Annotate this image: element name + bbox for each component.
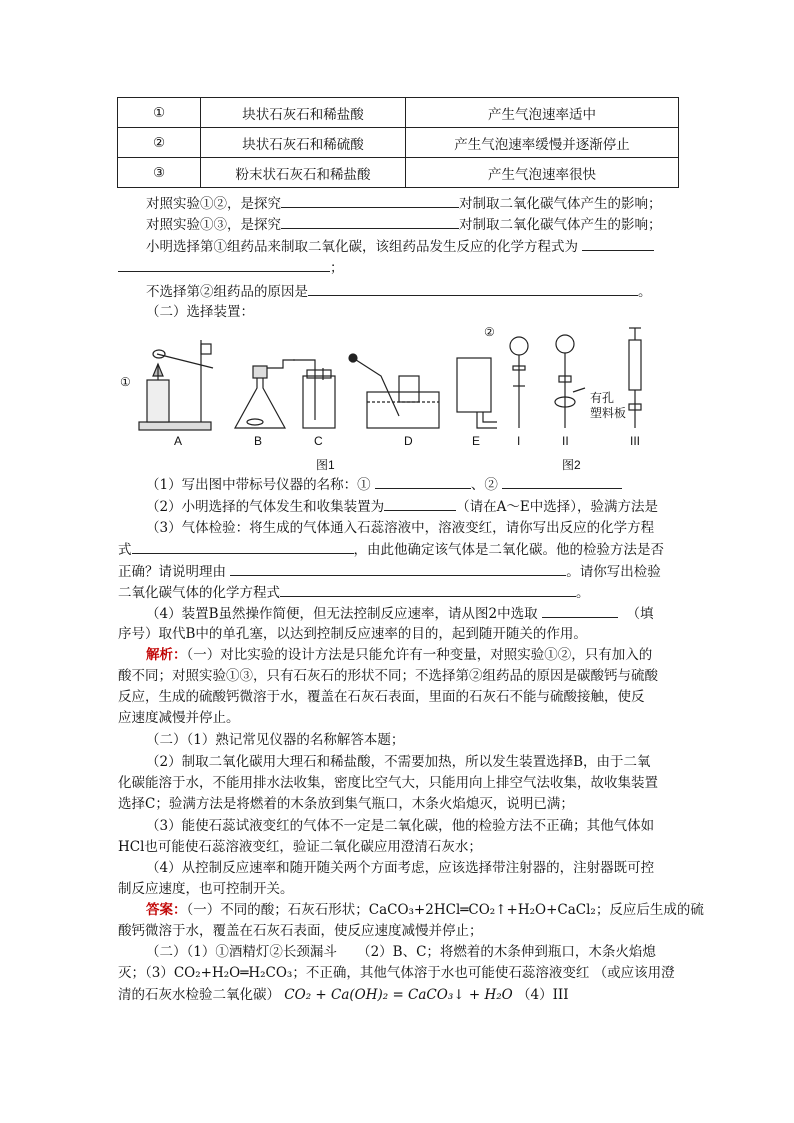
question-line (146, 281, 652, 302)
analysis-line: HCl也可能使石蕊溶液变红，验证二氧化碳应用澄清石灰水； (118, 839, 482, 855)
question-text: 、② (470, 477, 498, 493)
answer-line: 灭；（3）CO₂+H₂O═H₂CO₃；不正确，其他气体溶于水也可能使石蕊溶液变红 （或应该用澄 (118, 965, 675, 981)
question-text: （2）小明选择的气体发生和收集装置为 (146, 499, 385, 515)
analysis-text: （一）对比实验的设计方法是只能允许有一种变量，对照实验①②，只有加入的 (186, 647, 653, 663)
answer-blank[interactable] (281, 214, 459, 229)
analysis-line: 酸不同；对照实验①③，只有石灰石的形状不同；不选择第②组药品的原因是碳酸钙与硫酸 (118, 668, 658, 684)
question-line (146, 496, 658, 517)
answer-blank[interactable] (118, 257, 330, 272)
row-number: ② (118, 128, 201, 158)
answer-blank[interactable] (542, 603, 618, 618)
question-line (146, 236, 654, 257)
reagent-cell: 粉末状石灰石和稀盐酸 (201, 158, 406, 188)
mark-1-label: ① (120, 375, 131, 389)
answer-text: 清的石灰水检验二氧化碳） (118, 987, 280, 1003)
apparatus-c (293, 360, 335, 428)
mark-2-label: ② (484, 325, 495, 339)
answer-blank[interactable] (384, 496, 456, 511)
question-text: （1）写出图中带标号仪器的名称：① (146, 477, 371, 493)
answer-blank[interactable] (281, 193, 459, 208)
apparatus-iii (629, 328, 641, 428)
apparatus-a (139, 340, 213, 430)
answer-blank[interactable] (582, 236, 654, 251)
plate-label: 有孔 (590, 391, 615, 405)
question-text: 不选择第②组药品的原因是 (146, 284, 308, 300)
question-text: 二氧化碳气体的化学方程式 (118, 585, 280, 601)
analysis-line: 选择C；验满方法是将燃着的木条放到集气瓶口，木条火焰熄灭，说明已满； (118, 796, 574, 812)
apparatus-label: C (314, 434, 323, 448)
table-row (118, 128, 679, 158)
question-text: 对制取二氧化碳气体产生的影响； (459, 217, 662, 233)
question-text: 。 (576, 585, 590, 601)
result-cell: 产生气泡速率适中 (406, 98, 679, 128)
question-line (118, 539, 664, 560)
apparatus-label: A (174, 434, 183, 448)
analysis-line: （4）从控制反应速率和随开随关两个方面考虑，应该选择带注射器的，注射器既可控 (146, 860, 655, 876)
apparatus-label: E (472, 434, 481, 448)
question-line: （3）气体检验：将生成的气体通入石蕊溶液中，溶液变红，请你写出反应的化学方程 (146, 520, 655, 536)
answer-blank[interactable] (280, 582, 576, 597)
result-cell: 产生气泡速率很快 (406, 158, 679, 188)
figure-caption: 图1 (316, 458, 335, 472)
apparatus-label: D (404, 434, 413, 448)
answer-blank[interactable] (375, 474, 471, 489)
experiment-table (117, 97, 679, 188)
question-line (118, 561, 661, 582)
answer-formula: CO₂ + Ca(OH)₂ = CaCO₃↓ + H₂O (284, 987, 513, 1003)
table-row (118, 98, 679, 128)
question-line (146, 603, 654, 624)
question-line (118, 582, 590, 603)
answer-line: （二）（1）①酒精灯②长颈漏斗 （2）B、C；将燃着的木条伸到瓶口，木条火焰熄 (146, 944, 656, 960)
analysis-line: （3）能使石蕊试液变红的气体不一定是二氧化碳，他的检验方法不正确；其他气体如 (146, 818, 655, 834)
answer-label: 答案： (146, 902, 187, 918)
apparatus-b (235, 360, 295, 428)
table-row (118, 158, 679, 188)
reagent-cell: 块状石灰石和稀硫酸 (201, 128, 406, 158)
question-text: 小明选择第①组药品来制取二氧化碳，该组药品发生反应的化学方程式为 (146, 239, 578, 255)
result-cell: 产生气泡速率缓慢并逐渐停止 (406, 128, 679, 158)
analysis-line: 反应，生成的硫酸钙微溶于水，覆盖在石灰石表面，里面的石灰石不能与硫酸接触，使反 (118, 689, 645, 705)
analysis-line: （2）制取二氧化碳用大理石和稀盐酸，不需要加热，所以发生装置选择B，由于二氧 (146, 754, 651, 770)
question-line: 序号）取代B中的单孔塞，以达到控制反应速率的目的，起到随开随关的作用。 (118, 626, 587, 642)
apparatus-label: I (517, 434, 521, 448)
question-line (146, 214, 662, 235)
apparatus-ii (555, 335, 585, 428)
answer-line (146, 900, 704, 920)
question-text: ； (330, 260, 344, 276)
reagent-cell: 块状石灰石和稀盐酸 (201, 98, 406, 128)
apparatus-e (457, 358, 497, 428)
figure-caption: 图2 (562, 458, 581, 472)
question-text: 对照实验①③，是探究 (146, 217, 281, 233)
row-number: ③ (118, 158, 201, 188)
question-text: 。 (638, 284, 652, 300)
analysis-line (146, 645, 652, 665)
question-text: 式 (118, 542, 132, 558)
answer-line (118, 985, 569, 1005)
question-text: （填 (626, 606, 654, 622)
analysis-line: （二）（1）熟记常见仪器的名称解答本题； (146, 732, 405, 748)
question-text: （4）装置B虽然操作简便，但无法控制反应速率，请从图2中选取 (146, 606, 538, 622)
analysis-label: 解析： (146, 647, 187, 663)
apparatus-label: III (630, 434, 641, 448)
question-text: ，由此他确定该气体是二氧化碳。他的检验方法是否 (353, 542, 664, 558)
analysis-line: 制反应速度，也可控制开关。 (118, 881, 294, 897)
analysis-line: 化碳能溶于水，不能用排水法收集，密度比空气大，只能用向上排空气法收集，故收集装置 (118, 775, 658, 791)
question-line (118, 257, 344, 278)
answer-blank[interactable] (308, 281, 638, 296)
question-line (146, 193, 662, 214)
plate-label: 塑料板 (590, 406, 627, 420)
question-text: （请在A～E中选择），验满方法是 (456, 499, 658, 515)
apparatus-label: B (254, 434, 263, 448)
answer-line: 酸钙微溶于水，覆盖在石灰石表面，使反应速度减慢并停止； (118, 923, 483, 939)
apparatus-label: II (562, 434, 569, 448)
section-heading: （二）选择装置： (146, 304, 254, 320)
question-text: 对照实验①②，是探究 (146, 196, 281, 212)
apparatus-i (510, 337, 528, 428)
answer-blank[interactable] (230, 561, 566, 576)
row-number: ① (118, 98, 201, 128)
answer-blank[interactable] (132, 539, 354, 554)
apparatus-d (349, 354, 439, 428)
analysis-line: 应速度减慢并停止。 (118, 710, 240, 726)
question-text: 正确？请说明理由 (118, 564, 226, 580)
question-text: 对制取二氧化碳气体产生的影响； (459, 196, 662, 212)
answer-blank[interactable] (502, 474, 622, 489)
answer-text: （4）III (517, 987, 569, 1003)
question-line (146, 474, 622, 495)
answer-text: （一）不同的酸；石灰石形状；CaCO₃+2HCl═CO₂↑+H₂O+CaCl₂；反应后生成的硫 (186, 902, 704, 918)
question-text: 。请你写出检验 (566, 564, 661, 580)
